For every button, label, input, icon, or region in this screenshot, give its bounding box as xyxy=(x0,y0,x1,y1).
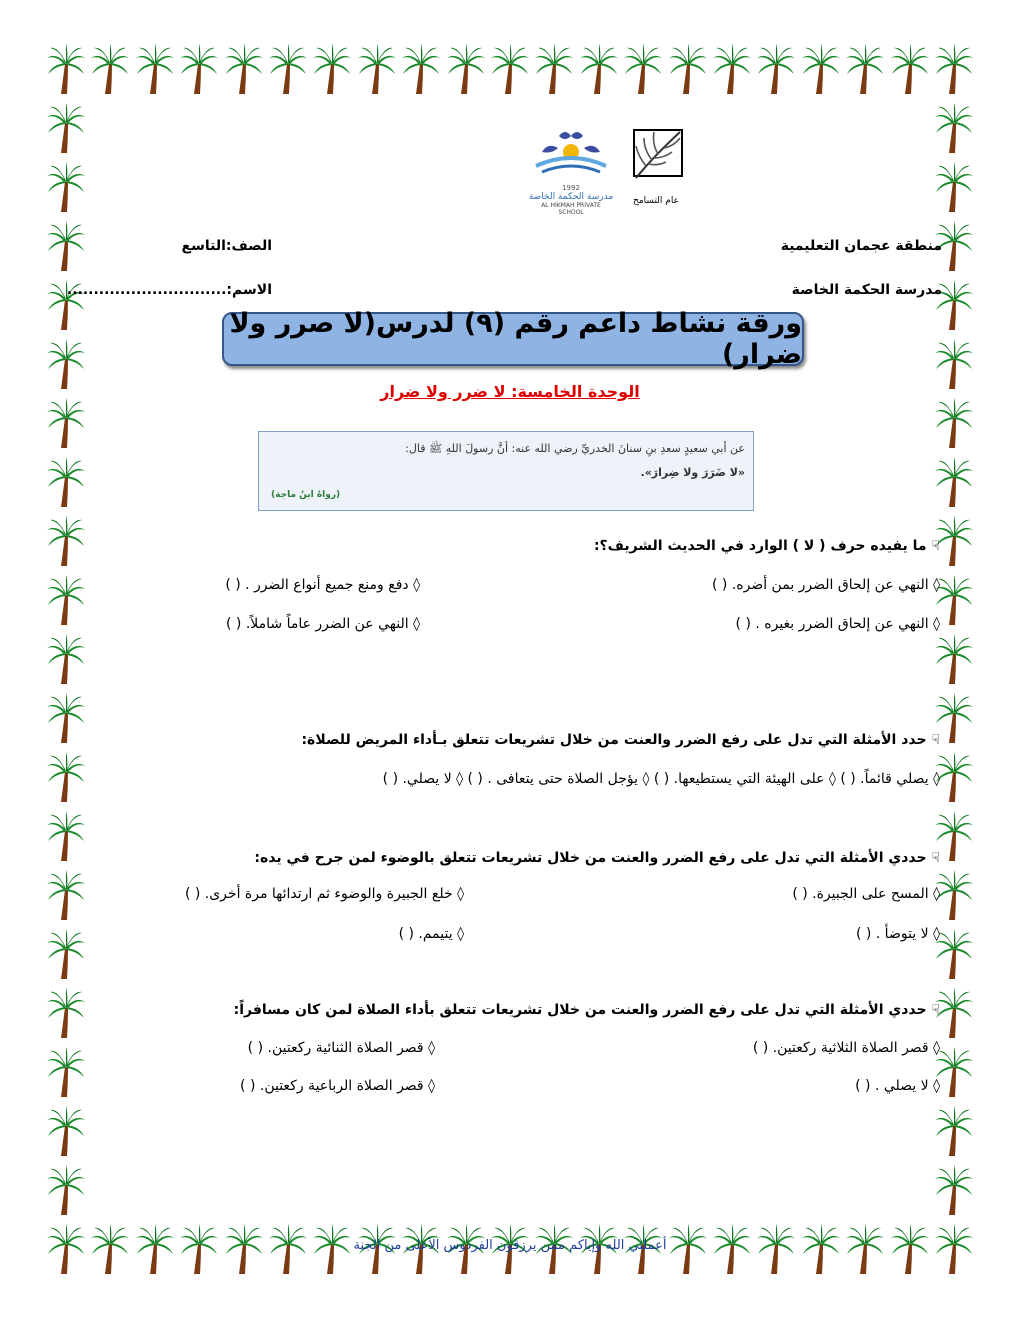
palm-tree-icon xyxy=(801,1224,841,1274)
palm-tree-icon xyxy=(623,44,663,94)
palm-tree-icon xyxy=(934,634,974,684)
palm-tree-icon xyxy=(934,988,974,1038)
palm-tree-icon xyxy=(668,44,708,94)
palm-tree-icon xyxy=(46,1165,86,1215)
palm-tree-icon xyxy=(46,575,86,625)
palm-tree-icon xyxy=(312,44,352,94)
palm-tree-icon xyxy=(934,516,974,566)
palm-tree-icon xyxy=(135,1224,175,1274)
palm-tree-icon xyxy=(934,162,974,212)
hand-point-icon: ☟ xyxy=(926,538,940,554)
palm-tree-icon xyxy=(135,44,175,94)
school-logo-year: 1992 xyxy=(562,184,580,192)
q1-option-2[interactable]: ◊ دفع ومنع جميع أنواع الضرر . ( ) xyxy=(225,577,420,593)
question-3: ☟ حددي الأمثلة التي تدل على رفع الضرر والعنت من خلال تشريعات تتعلق بالوضوء لمن جرح في يده: xyxy=(254,850,940,866)
palm-tree-icon xyxy=(46,752,86,802)
palm-tree-icon xyxy=(46,339,86,389)
palm-tree-icon xyxy=(46,811,86,861)
palm-tree-icon xyxy=(756,44,796,94)
school-label: مدرسة الحكمة الخاصة xyxy=(791,282,942,298)
palm-tree-icon xyxy=(579,44,619,94)
hadith-line-2: «لا ضَرَرَ ولا ضِرارَ». xyxy=(640,466,745,479)
q3-option-3[interactable]: ◊ لا يتوضأ . ( ) xyxy=(855,926,940,942)
hand-point-icon: ☟ xyxy=(926,850,940,866)
palm-tree-icon xyxy=(46,634,86,684)
student-name-field[interactable]: الاسم:.............................. xyxy=(66,282,272,298)
hand-point-icon: ☟ xyxy=(926,1002,940,1018)
hadith-box xyxy=(258,431,754,511)
palm-tree-icon xyxy=(179,1224,219,1274)
palm-tree-icon xyxy=(890,44,930,94)
palm-tree-icon xyxy=(46,221,86,271)
palm-tree-icon xyxy=(46,44,86,94)
palm-tree-icon xyxy=(46,988,86,1038)
palm-tree-icon xyxy=(401,44,441,94)
palm-tree-icon xyxy=(90,1224,130,1274)
palm-tree-icon xyxy=(890,1224,930,1274)
palm-tree-icon xyxy=(46,1106,86,1156)
palm-tree-icon xyxy=(46,457,86,507)
palm-tree-icon xyxy=(934,1106,974,1156)
q4-option-3[interactable]: ◊ لا يصلي . ( ) xyxy=(855,1078,940,1094)
palm-tree-icon xyxy=(934,870,974,920)
q4-option-4[interactable]: ◊ قصر الصلاة الرباعية ركعتين. ( ) xyxy=(240,1078,435,1094)
q4-option-1[interactable]: ◊ قصر الصلاة الثلاثية ركعتين. ( ) xyxy=(752,1040,940,1056)
grade-label: الصف:التاسع xyxy=(181,238,272,254)
school-logo xyxy=(528,128,614,216)
tolerance-year-logo xyxy=(624,126,688,208)
palm-tree-icon xyxy=(268,44,308,94)
tolerance-year-text: عام التسامح xyxy=(633,196,679,206)
q1-option-1[interactable]: ◊ النهي عن إلحاق الضرر بمن أضره. ( ) xyxy=(712,577,940,593)
q3-option-4[interactable]: ◊ يتيمم. ( ) xyxy=(398,926,464,942)
footer-prayer: أعملني الله وإياكم ممن يرزقون الفردوس الأعلى من الجنة xyxy=(353,1238,667,1253)
unit-title: الوحدة الخامسة: لا ضرر ولا ضرار xyxy=(380,382,640,401)
q1-option-3[interactable]: ◊ النهي عن إلحاق الضرر بغيره . ( ) xyxy=(735,616,940,632)
palm-tree-icon xyxy=(46,929,86,979)
palm-tree-icon xyxy=(46,870,86,920)
palm-tree-icon xyxy=(46,1224,86,1274)
q4-option-2[interactable]: ◊ قصر الصلاة الثنائية ركعتين. ( ) xyxy=(247,1040,435,1056)
palm-tree-icon xyxy=(46,103,86,153)
palm-tree-icon xyxy=(934,575,974,625)
palm-tree-icon xyxy=(90,44,130,94)
palm-tree-icon xyxy=(934,44,974,94)
palm-tree-icon xyxy=(845,44,885,94)
palm-tree-icon xyxy=(490,44,530,94)
palm-tree-icon xyxy=(934,398,974,448)
palm-tree-icon xyxy=(934,693,974,743)
palm-tree-icon xyxy=(934,1224,974,1274)
palm-tree-icon xyxy=(934,103,974,153)
palm-tree-icon xyxy=(46,398,86,448)
palm-tree-icon xyxy=(46,516,86,566)
question-2: ☟ حدد الأمثلة التي تدل على رفع الضرر والعنت من خلال تشريعات تتعلق بـأداء المريض للصلاة: xyxy=(301,732,940,748)
palm-tree-icon xyxy=(357,44,397,94)
q2-options-row[interactable]: ◊ يصلي قائماً. ( ) ◊ على الهيئة التي يستطيعها. ( ) ◊ يؤجل الصلاة حتى يتعافى . ( ) ◊ لا يصلي. ( ) xyxy=(382,771,940,787)
palm-tree-icon xyxy=(534,44,574,94)
palm-tree-icon xyxy=(934,339,974,389)
hadith-source: (رواهُ ابنُ ماجة) xyxy=(271,490,341,500)
palm-tree-icon xyxy=(756,1224,796,1274)
palm-tree-icon xyxy=(446,44,486,94)
palm-tree-icon xyxy=(46,1047,86,1097)
palm-tree-icon xyxy=(224,44,264,94)
worksheet-title-box xyxy=(222,308,804,370)
question-1: ☟ ما يفيده حرف ( لا ) الوارد في الحديث الشريف؟: xyxy=(593,538,940,554)
palm-tree-icon xyxy=(801,44,841,94)
q3-option-1[interactable]: ◊ المسح على الجبيرة. ( ) xyxy=(792,886,940,902)
palm-tree-icon xyxy=(845,1224,885,1274)
school-logo-english: AL HIKMAH PRIVATE SCHOOL xyxy=(541,202,601,216)
q3-option-2[interactable]: ◊ خلع الجبيرة والوضوء ثم ارتدائها مرة أخرى. ( ) xyxy=(184,886,464,902)
palm-tree-icon xyxy=(934,1165,974,1215)
palm-tree-icon xyxy=(46,162,86,212)
palm-tree-icon xyxy=(934,811,974,861)
palm-tree-icon xyxy=(179,44,219,94)
palm-tree-icon xyxy=(934,1047,974,1097)
palm-tree-icon xyxy=(46,693,86,743)
palm-tree-icon xyxy=(712,44,752,94)
palm-tree-icon xyxy=(934,929,974,979)
hand-point-icon: ☟ xyxy=(926,732,940,748)
palm-tree-icon xyxy=(224,1224,264,1274)
question-4: ☟ حددي الأمثلة التي تدل على رفع الضرر والعنت من خلال تشريعات تتعلق بأداء الصلاة لمن كان مسافراً: xyxy=(233,1002,940,1018)
worksheet-title: ورقة نشاط داعم رقم (٩) لدرس(لا صرر ولا ضرار) xyxy=(229,308,802,370)
hadith-line-1: عن أبي سعيدٍ سعدِ بنِ سنانَ الخدريِّ رضي الله عنه: أنَّ رسولَ اللهِ ﷺ قال: xyxy=(405,442,745,455)
q1-option-4[interactable]: ◊ النهي عن الضرر عاماً شاملاً. ( ) xyxy=(226,616,420,632)
palm-tree-icon xyxy=(934,457,974,507)
region-label: منطقة عجمان التعليمية xyxy=(780,238,942,254)
school-logo-arabic: مدرسة الحكمة الخاصة xyxy=(528,192,614,202)
palm-tree-icon xyxy=(934,752,974,802)
